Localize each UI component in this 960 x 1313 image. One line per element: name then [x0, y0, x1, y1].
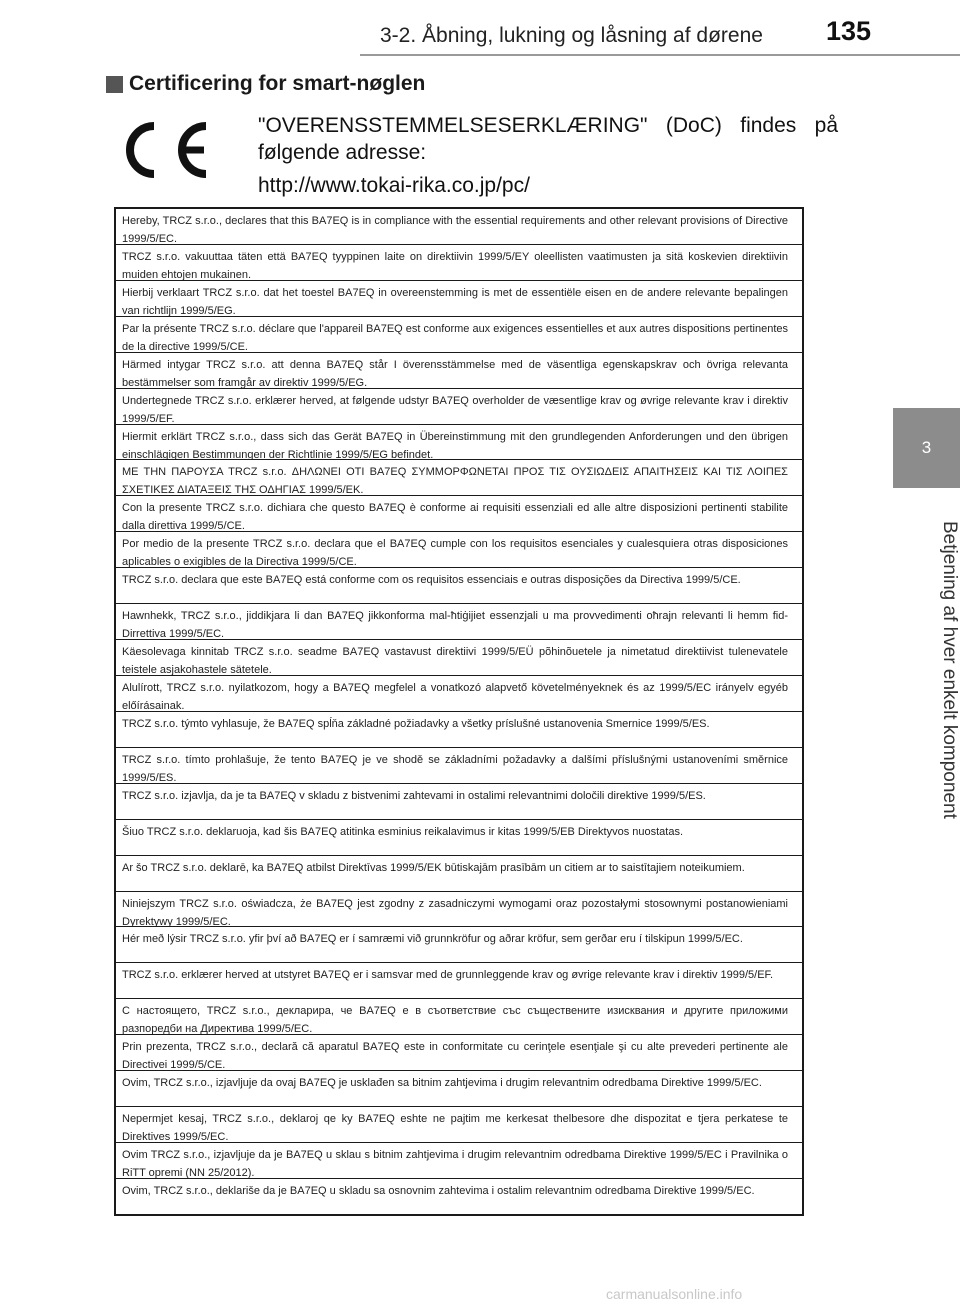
declaration-row: Hawnhekk, TRCZ s.r.o., jiddikjara li dan BA7EQ jikkonforma mal-ħtiġijiet essenzjali u ma provvedimenti oħrajn relevanti li hemm fid-Dirrettiva 1999/5/EC. [116, 604, 802, 640]
declaration-row: Hereby, TRCZ s.r.o., declares that this BA7EQ is in compliance with the essential requirements and other relevant provisions of Directive 1999/5/EC. [116, 209, 802, 245]
square-bullet-icon [106, 76, 123, 93]
chapter-title: 3-2. Åbning, lukning og låsning af dørene [380, 24, 763, 47]
declaration-row: TRCZ s.r.o. declara que este BA7EQ está conforme com os requisitos essenciais e outras disposições da Directiva 1999/5/CE. [116, 568, 802, 604]
watermark: carmanualsonline.info [606, 1286, 743, 1302]
declaration-row: Ar šo TRCZ s.r.o. deklarē, ka BA7EQ atbilst Direktīvas 1999/5/EK būtiskajām prasībām un citiem ar to saistītajiem noteikumiem. [116, 856, 802, 892]
declaration-row: TRCZ s.r.o. týmto vyhlasuje, že BA7EQ spĺňa základné požiadavky a všetky príslušné ustanovenia Smernice 1999/5/ES. [116, 712, 802, 748]
declaration-row: Hér með lýsir TRCZ s.r.o. yfir því að BA7EQ er í samræmi við grunnkröfur og aðrar kröfur, sem gerðar eru í tilskipun 1999/5/EC. [116, 927, 802, 963]
declaration-row: Nepermjet kesaj, TRCZ s.r.o., deklaroj qe ky BA7EQ eshte ne pajtim me kerkesat thelbesore dhe dispozitat e tjera perkatese te Direktives 1999/5/EC. [116, 1107, 802, 1143]
declaration-row: Niniejszym TRCZ s.r.o. oświadcza, że BA7EQ jest zgodny z zasadniczymi wymogami oraz pozostałymi stosownymi postanowieniami Dyrektywy 1999/5/EC. [116, 892, 802, 928]
declaration-row: Par la présente TRCZ s.r.o. déclare que l'appareil BA7EQ est conforme aux exigences essentielles et aux autres dispositions pertinentes de la directive 1999/5/CE. [116, 317, 802, 353]
doc-info [258, 112, 838, 199]
declaration-row: Härmed intygar TRCZ s.r.o. att denna BA7EQ står I överensstämmelse med de väsentliga egenskapskrav och övriga relevanta bestämmelser som framgår av direktiv 1999/5/EG. [116, 353, 802, 389]
declaration-row: Hierbij verklaart TRCZ s.r.o. dat het toestel BA7EQ in overeenstemming is met de essentiële eisen en de andere relevante bepalingen van richtlijn 1999/5/EG. [116, 281, 802, 317]
section-heading-text: Certificering for smart-nøglen [129, 72, 426, 95]
doc-url-link[interactable]: http://www.tokai-rika.co.jp/pc/ [258, 174, 530, 197]
declaration-row: Šiuo TRCZ s.r.o. deklaruoja, kad šis BA7EQ atitinka esminius reikalavimus ir kitas 1999/5/EB Direktyvos nuostatas. [116, 820, 802, 856]
declaration-row: С настоящето, TRCZ s.r.o., декларира, че BA7EQ е в съответствие със съществените изисквания и другите приложими разпоредби на Директива 1999/5/ЕС. [116, 999, 802, 1035]
declaration-row: ΜΕ ΤΗΝ ΠΑΡΟΥΣΑ TRCZ s.r.o. ΔΗΛΩΝΕΙ ΟΤΙ BA7EQ ΣΥΜΜΟΡΦΩΝΕΤΑΙ ΠΡΟΣ ΤΙΣ ΟΥΣΙΩΔΕΙΣ ΑΠΑΙΤΗΣΕΙΣ ΚΑΙ ΤΙΣ ΛΟΙΠΕΣ ΣΧΕΤΙΚΕΣ ΔΙΑΤΑΞΕΙΣ ΤΗΣ ΟΔΗΓΙΑΣ 1999/5/ΕΚ. [116, 460, 802, 496]
ce-mark-icon [118, 120, 210, 180]
declaration-row: Ovim, TRCZ s.r.o., deklariše da je BA7EQ u skladu sa osnovnim zahtevima i ostalim relevantnim odredbama Direktive 1999/5/EC. [122, 1184, 755, 1197]
ce-mark-c [130, 126, 154, 174]
declaration-row: Hiermit erklärt TRCZ s.r.o., dass sich das Gerät BA7EQ in Übereinstimmung mit den grundlegenden Anforderungen und den übrigen einschlägigen Bestimmungen der Richtlinie 1999/5/EG befindet. [116, 425, 802, 461]
header-rule [360, 54, 960, 56]
declaration-row: Alulírott, TRCZ s.r.o. nyilatkozom, hogy a BA7EQ megfelel a vonatkozó alapvető követelményeknek és az 1999/5/EC irányelv egyéb előírásainak. [116, 676, 802, 712]
declaration-table [114, 207, 804, 1216]
declaration-row: TRCZ s.r.o. vakuuttaa täten että BA7EQ tyyppinen laite on direktiivin 1999/5/EY oleellisten vaatimusten ja sitä koskevien direktiivin muiden ehtojen mukainen. [116, 245, 802, 281]
doc-statement: "OVERENSSTEMMELSESERKLÆRING" (DoC) findes på følgende adresse: [258, 114, 838, 164]
declaration-row: Käesolevaga kinnitab TRCZ s.r.o. seadme BA7EQ vastavust direktiivi 1999/5/EÜ põhinõuetele ja nimetatud direktiivist tulenevatele teistele asjakohastele sätetele. [116, 640, 802, 676]
declaration-row: Prin prezenta, TRCZ s.r.o., declară că aparatul BA7EQ este in conformitate cu cerinţele esenţiale şi cu alte prevederi pertinente ale Directivei 1999/5/CE. [116, 1035, 802, 1071]
page-header [0, 0, 960, 56]
declaration-row: Ovim TRCZ s.r.o., izjavljuje da je BA7EQ u sklau s bitnim zahtjevima i drugim relevantnim odredbama Direktive 1999/5/EC i Pravilnika o RiTT opremi (NN 25/2012). [116, 1143, 802, 1179]
section-heading [106, 72, 425, 96]
declaration-row: Con la presente TRCZ s.r.o. dichiara che questo BA7EQ è conforme ai requisiti essenziali ed alle altre disposizioni pertinenti stabilite dalla direttiva 1999/5/CE. [116, 496, 802, 532]
declaration-row: Undertegnede TRCZ s.r.o. erklærer herved, at følgende udstyr BA7EQ overholder de væsentlige krav og øvrige relevante krav i direktiv 1999/5/EF. [116, 389, 802, 425]
declaration-row: Ovim, TRCZ s.r.o., izjavljuje da ovaj BA7EQ je usklađen sa bitnim zahtjevima i drugim relevantnim odredbama Direktive 1999/5/EC. [116, 1071, 802, 1107]
declaration-row: TRCZ s.r.o. erklærer herved at utstyret BA7EQ er i samsvar med de grunnleggende krav og øvrige relevante krav i direktiv 1999/5/EF. [116, 963, 802, 999]
declaration-row: Por medio de la presente TRCZ s.r.o. declara que el BA7EQ cumple con los requisitos esenciales y cualesquiera otras disposiciones aplicables o exigibles de la Directiva 1999/5/CE. [116, 532, 802, 568]
chapter-side-label: Betjening af hver enkelt komponent [939, 521, 960, 819]
page-number: 135 [826, 16, 872, 46]
declaration-row: TRCZ s.r.o. tímto prohlašuje, že tento BA7EQ je ve shodě se základními požadavky a dalšími příslušnými ustanoveními směrnice 1999/5/ES. [116, 748, 802, 784]
chapter-tab [893, 408, 960, 488]
declaration-row: TRCZ s.r.o. izjavlja, da je ta BA7EQ v skladu z bistvenimi zahtevami in ostalimi relevantnimi določili direktive 1999/5/ES. [116, 784, 802, 820]
chapter-tab-number: 3 [921, 438, 932, 457]
